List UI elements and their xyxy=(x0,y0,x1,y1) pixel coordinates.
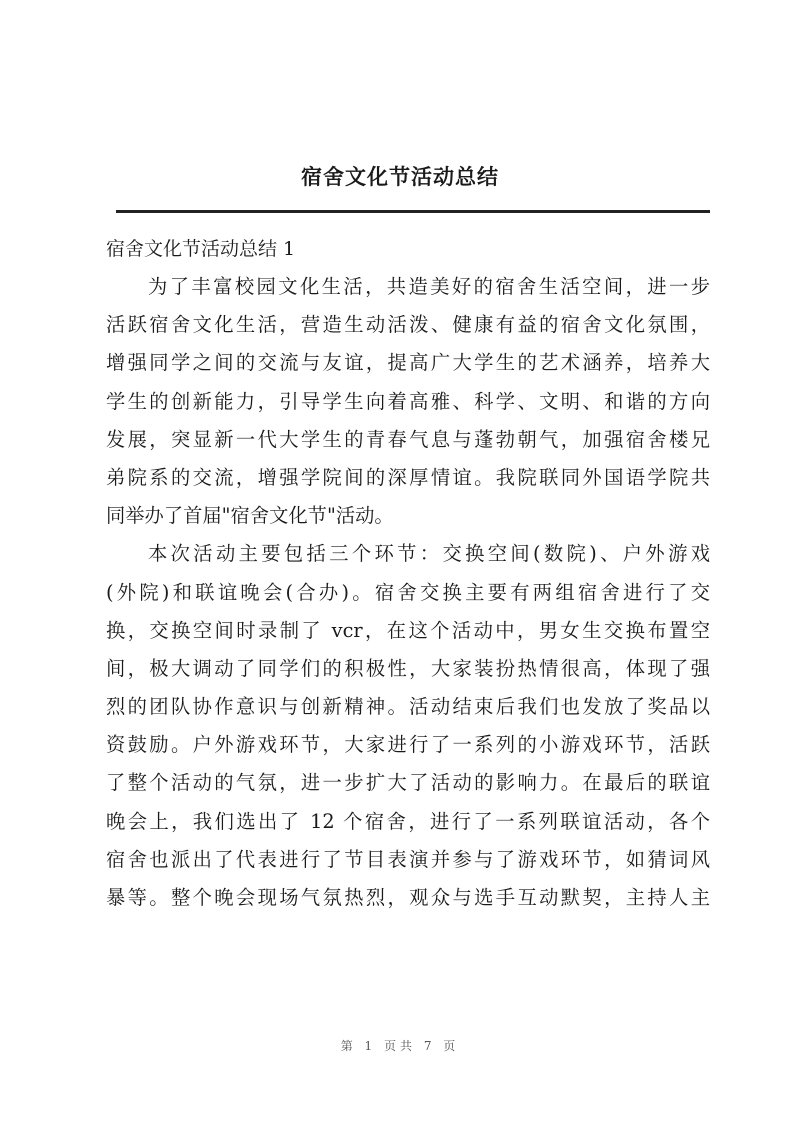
paragraph-1-line-3: 增强同学之间的交流与友谊，提高广大学生的艺术涵养，培养大 xyxy=(106,351,710,375)
paragraph-1-line-1: 为了丰富校园文化生活，共造美好的宿舍生活空间，进一步 xyxy=(148,275,710,298)
paragraph-1-line-2: 活跃宿舍文化生活，营造生动活泼、健康有益的宿舍文化氛围， xyxy=(106,313,710,337)
paragraph-2-line-8: 晚会上，我们选出了 12 个宿舍，进行了一系列联谊活动，各个 xyxy=(106,809,710,833)
section-heading: 宿舍文化节活动总结 1 xyxy=(106,238,296,260)
paragraph-2-line-9: 宿舍也派出了代表进行了节目表演并参与了游戏环节，如猜词风 xyxy=(106,847,710,871)
paragraph-2-line-5: 烈的团队协作意识与创新精神。活动结束后我们也发放了奖品以 xyxy=(106,695,710,719)
paragraph-2-line-10: 暴等。整个晚会现场气氛热烈，观众与选手互动默契，主持人主 xyxy=(106,886,710,909)
paragraph-2-line-1: 本次活动主要包括三个环节：交换空间(数院)、户外游戏 xyxy=(148,542,710,566)
paragraph-1-line-5: 发展，突显新一代大学生的青春气息与蓬勃朝气，加强宿舍楼兄 xyxy=(106,427,710,451)
paragraph-1-line-6: 弟院系的交流，增强学院间的深厚情谊。我院联同外国语学院共 xyxy=(106,465,710,489)
paragraph-2-line-3: 换，交换空间时录制了 vcr，在这个活动中，男女生交换布置空 xyxy=(106,618,710,642)
paragraph-2-line-7: 了整个活动的气氛，进一步扩大了活动的影响力。在最后的联谊 xyxy=(106,771,710,795)
paragraph-1-line-4: 学生的创新能力，引导学生向着高雅、科学、文明、和谐的方向 xyxy=(106,389,710,413)
body-text xyxy=(106,268,710,917)
page-footer: 第 1 页共 7 页 xyxy=(340,1039,460,1053)
paragraph-1-line-7: 同举办了首届"宿舍文化节"活动。 xyxy=(106,504,394,528)
document-title: 宿舍文化节活动总结 xyxy=(301,164,499,189)
title-divider xyxy=(116,210,710,213)
paragraph-2-line-4: 间，极大调动了同学们的积极性，大家装扮热情很高，体现了强 xyxy=(106,656,710,680)
paragraph-2-line-2: (外院)和联谊晚会(合办)。宿舍交换主要有两组宿舍进行了交 xyxy=(106,580,710,604)
paragraph-2-line-6: 资鼓励。户外游戏环节，大家进行了一系列的小游戏环节，活跃 xyxy=(106,733,710,757)
